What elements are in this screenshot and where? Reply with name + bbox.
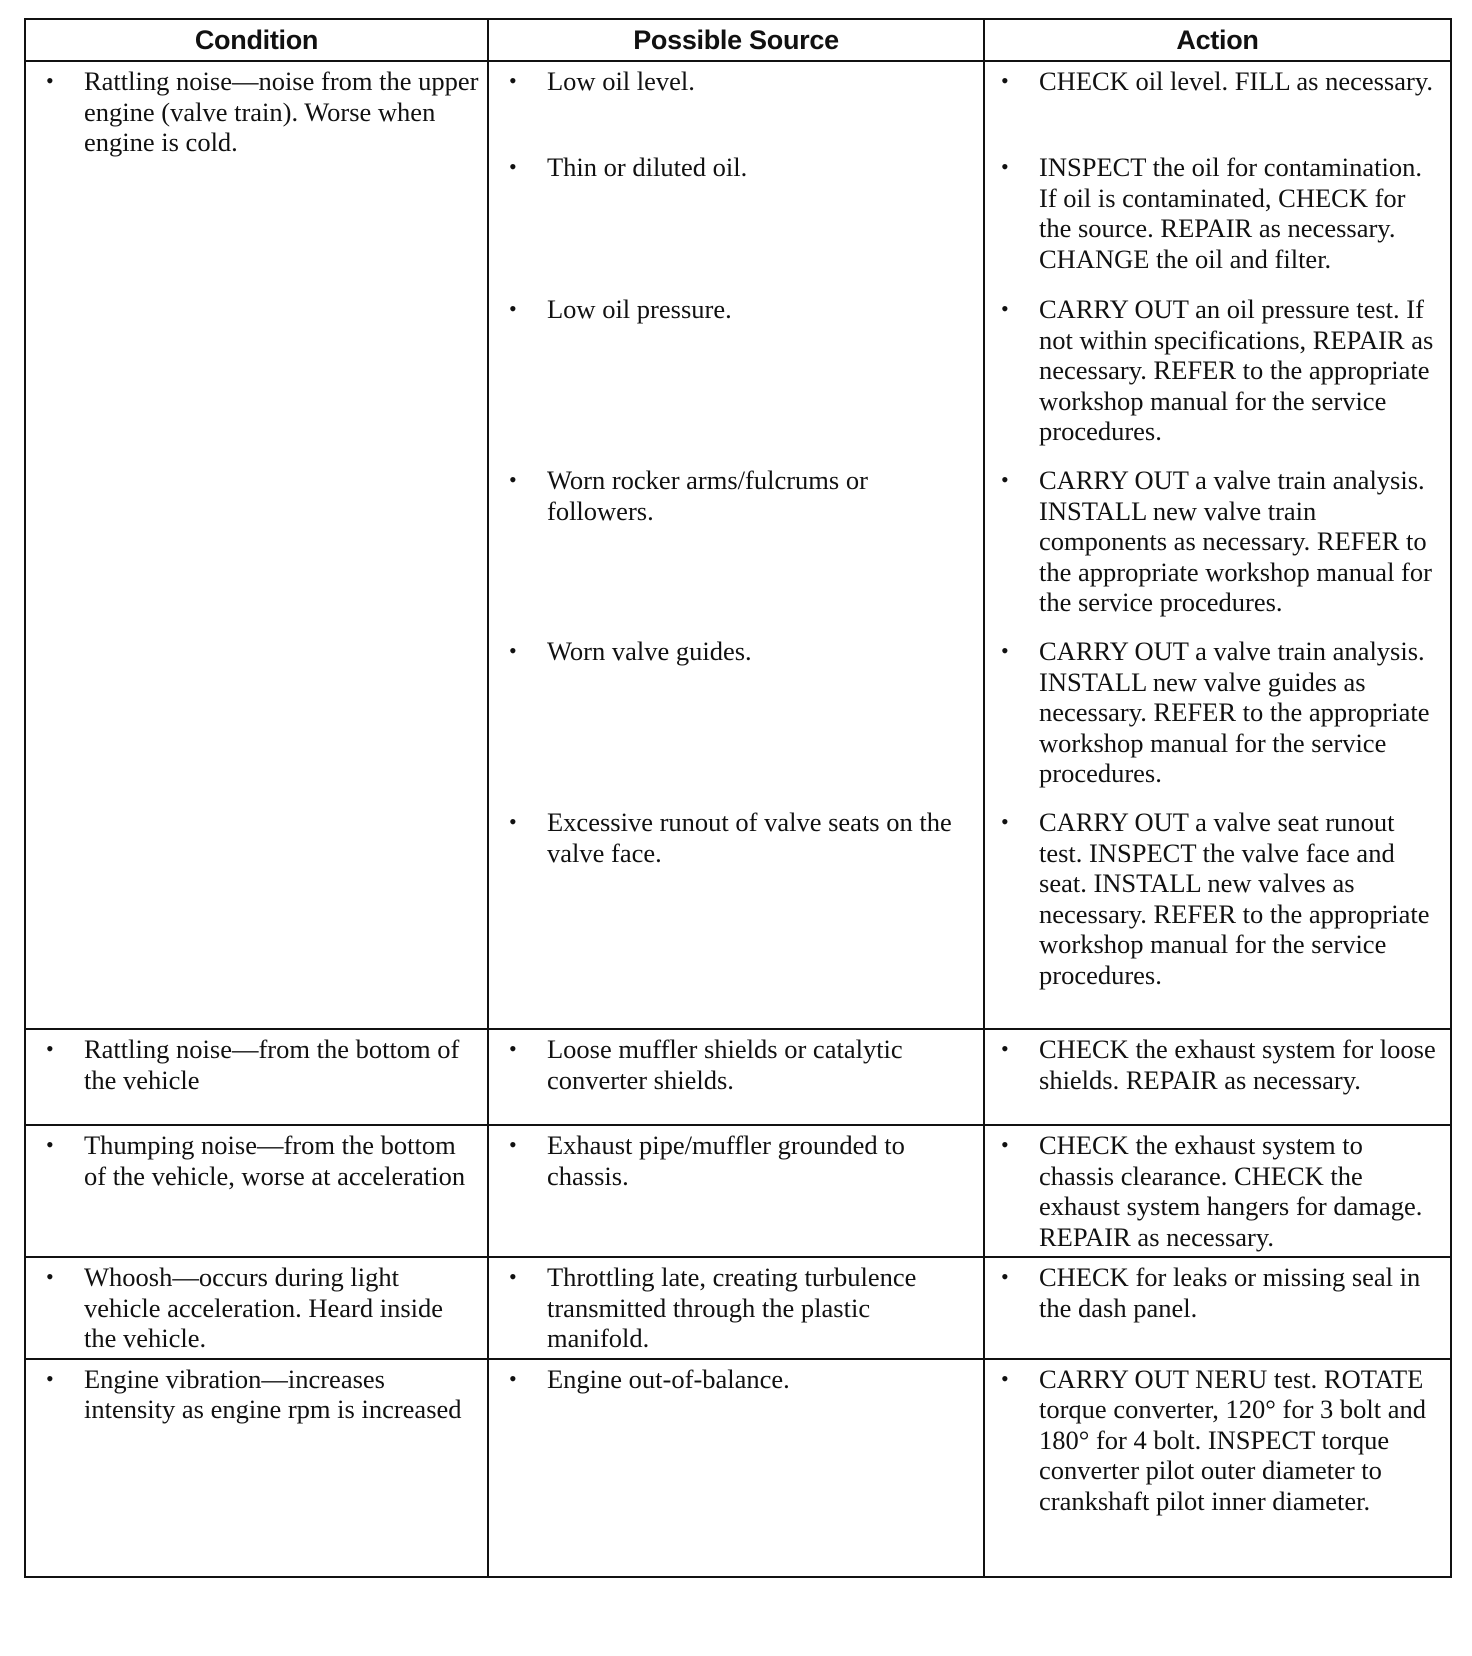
diagnosis-page	[24, 18, 1450, 1578]
header-possible-source: Possible Source	[488, 19, 984, 61]
condition-cell	[25, 1257, 488, 1359]
action-text: • CARRY OUT a valve train analysis. INSTALL new valve guides as necessary. REFER to the appropriate workshop manual for the service procedures.	[985, 636, 1442, 789]
action-text: • CARRY OUT a valve seat runout test. INSPECT the valve face and seat. INSTALL new valves as necessary. REFER to the appropriate workshop manual for the service procedures.	[985, 807, 1442, 990]
source-cell	[488, 1029, 984, 1125]
action-text: • CHECK the exhaust system for loose shields. REPAIR as necessary.	[985, 1034, 1442, 1095]
table-row	[25, 1257, 1451, 1359]
action-text: • CARRY OUT NERU test. ROTATE torque converter, 120° for 3 bolt and 180° for 4 bolt. INSPECT torque converter pilot outer diameter to crankshaft pilot inner diameter.	[985, 1364, 1442, 1517]
header-action: Action	[984, 19, 1451, 61]
header-condition: Condition	[25, 19, 488, 61]
action-cell	[984, 61, 1451, 1029]
action-text: • CHECK for leaks or missing seal in the dash panel.	[985, 1262, 1442, 1323]
table-row	[25, 1029, 1451, 1125]
action-text: • CARRY OUT a valve train analysis. INSTALL new valve train components as necessary. REFER to the appropriate workshop manual for the service procedures.	[985, 465, 1442, 618]
action-text: • CARRY OUT an oil pressure test. If not within specifications, REPAIR as necessary. REFER to the appropriate workshop manual for the service procedures.	[985, 294, 1442, 447]
condition-cell	[25, 61, 488, 1029]
action-text: • INSPECT the oil for contamination. If oil is contaminated, CHECK for the source. REPAIR as necessary. CHANGE the oil and filter.	[985, 152, 1442, 274]
condition-cell	[25, 1029, 488, 1125]
source-cell	[488, 1125, 984, 1257]
source-text: • Worn valve guides.	[489, 636, 975, 667]
source-text: • Worn rocker arms/fulcrums or followers.	[489, 465, 975, 526]
source-text: • Excessive runout of valve seats on the valve face.	[489, 807, 975, 868]
table-row	[25, 61, 1451, 1029]
condition-text: • Engine vibration—increases intensity as engine rpm is increased	[26, 1364, 479, 1425]
condition-text: • Thumping noise—from the bottom of the vehicle, worse at acceleration	[26, 1130, 479, 1191]
action-text: • CHECK oil level. FILL as necessary.	[985, 66, 1442, 97]
condition-text: • Rattling noise—from the bottom of the vehicle	[26, 1034, 479, 1095]
source-text: • Thin or diluted oil.	[489, 152, 975, 183]
action-cell	[984, 1257, 1451, 1359]
source-text: • Exhaust pipe/muffler grounded to chassis.	[489, 1130, 975, 1191]
condition-text: • Rattling noise—noise from the upper engine (valve train). Worse when engine is cold.	[26, 66, 479, 158]
action-cell	[984, 1029, 1451, 1125]
source-cell	[488, 61, 984, 1029]
table-row	[25, 1359, 1451, 1577]
source-cell	[488, 1359, 984, 1577]
source-cell	[488, 1257, 984, 1359]
source-text: • Low oil pressure.	[489, 294, 975, 325]
table-row	[25, 1125, 1451, 1257]
diagnosis-table	[24, 18, 1452, 1578]
action-text: • CHECK the exhaust system to chassis clearance. CHECK the exhaust system hangers for damage. REPAIR as necessary.	[985, 1130, 1442, 1252]
header-row	[25, 19, 1451, 61]
action-cell	[984, 1359, 1451, 1577]
source-text: • Engine out-of-balance.	[489, 1364, 975, 1395]
condition-cell	[25, 1125, 488, 1257]
source-text: • Throttling late, creating turbulence transmitted through the plastic manifold.	[489, 1262, 975, 1354]
condition-text: • Whoosh—occurs during light vehicle acceleration. Heard inside the vehicle.	[26, 1262, 479, 1354]
source-text: • Loose muffler shields or catalytic converter shields.	[489, 1034, 975, 1095]
action-cell	[984, 1125, 1451, 1257]
condition-cell	[25, 1359, 488, 1577]
source-text: • Low oil level.	[489, 66, 975, 97]
